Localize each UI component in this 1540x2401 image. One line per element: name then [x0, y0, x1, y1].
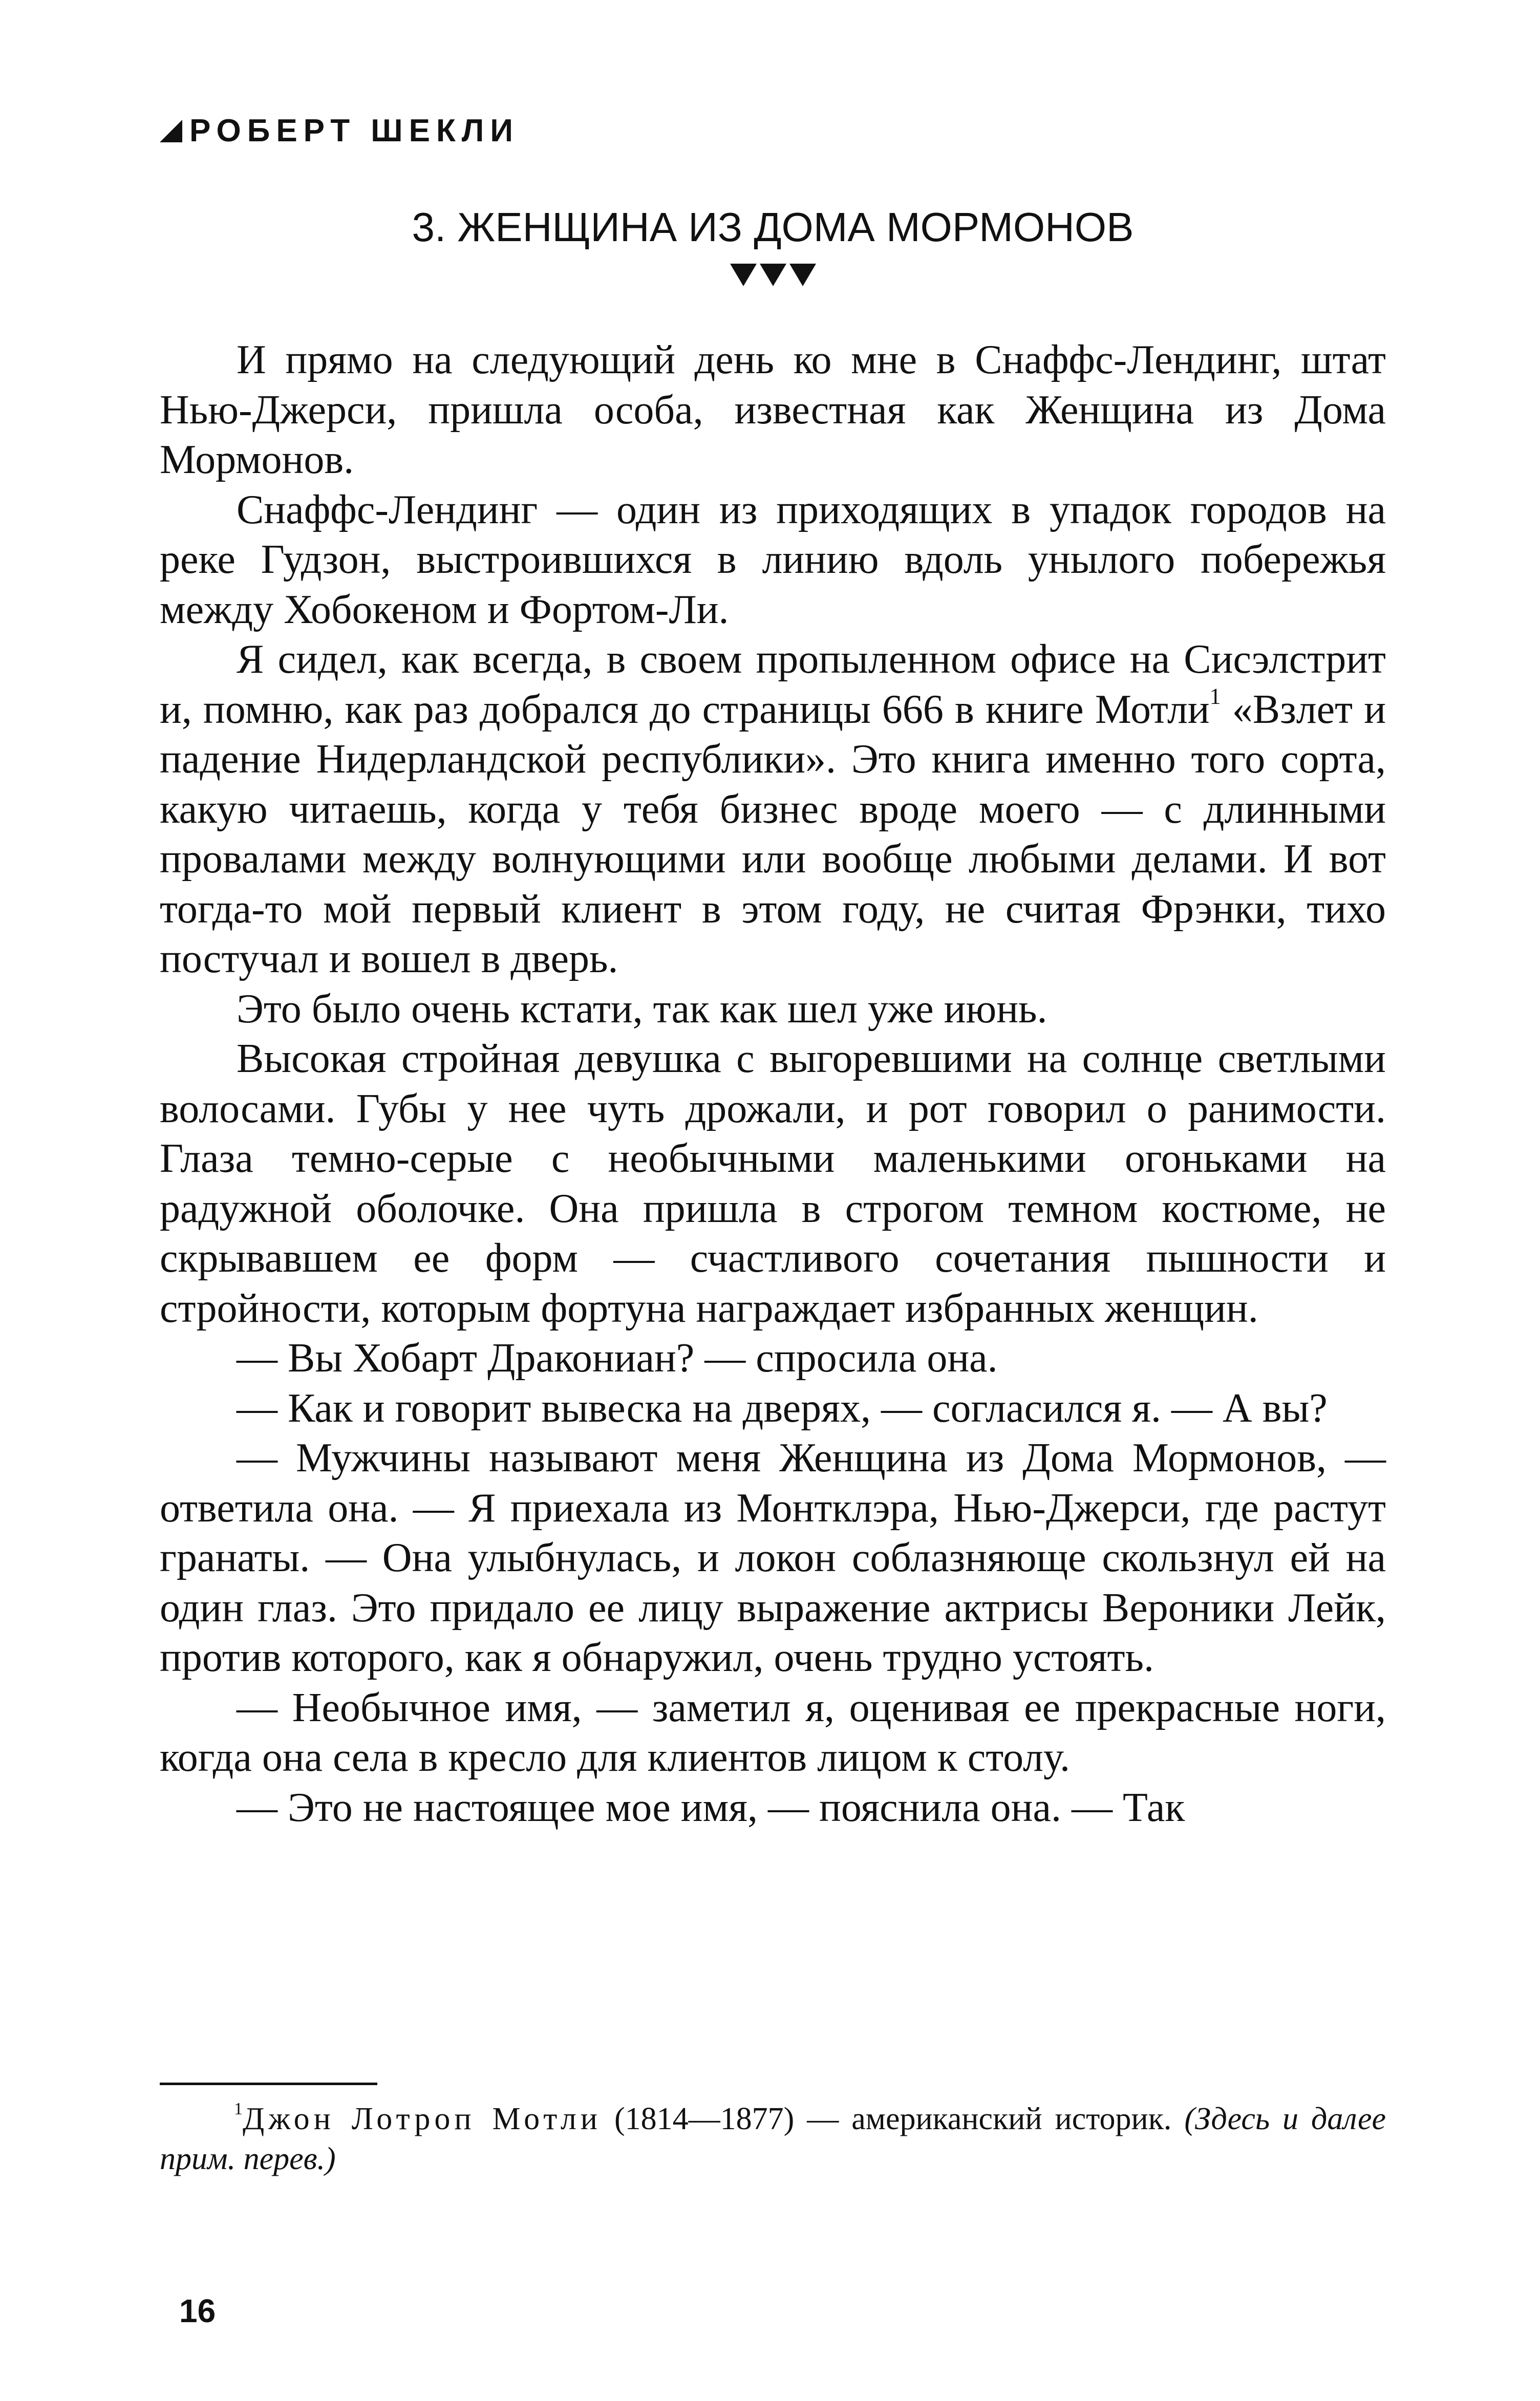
- paragraph: — Это не настоящее мое имя, — пояснила она. — Так: [237, 1785, 1185, 1830]
- body-text: [160, 335, 1386, 1833]
- paragraph: И прямо на следующий день ко мне в Снаффс-Лендинг, штат Нью-Джерси, пришла особа, известная как Женщина из Дома Мормонов.: [160, 337, 1386, 482]
- paragraph: — Необычное имя, — заметил я, оценивая ее прекрасные ноги, когда она села в кресло для клиентов лицом к столу.: [160, 1685, 1386, 1780]
- footnote-ref[interactable]: 1: [1209, 683, 1221, 709]
- paragraph: — Вы Хобарт Дракониан? — спросила она.: [237, 1336, 998, 1381]
- corner-triangle-icon: [160, 120, 182, 142]
- paragraph: — Как и говорит вывеска на дверях, — согласился я. — А вы?: [237, 1385, 1328, 1431]
- running-head: [160, 115, 519, 147]
- paragraph: [160, 635, 1386, 984]
- footnote-marker: 1: [234, 2099, 243, 2119]
- book-author: Мотли: [1095, 687, 1210, 732]
- chapter-title: 3. ЖЕНЩИНА ИЗ ДОМА МОРМОНОВ: [412, 204, 1134, 250]
- footnote: [160, 2099, 1386, 2179]
- three-down-triangles-icon: [160, 264, 1386, 286]
- paragraph: Это было очень кстати, так как шел уже июнь.: [237, 986, 1047, 1032]
- paragraph: Высокая стройная девушка с выгоревшими на солнце светлыми волосами. Губы у нее чуть дрожали, и рот говорил о ранимости. Глаза темно-серые с необычными маленькими огоньками на радужной оболочке. Она пришла в строгом темном костюме, не скрывавшем ее форм — счастливого сочетания пышности и стройности, которым фортуна награждает избранных женщин.: [160, 1036, 1386, 1331]
- paragraph-rest: «Взлет и падение Нидерландской республики». Это книга именно того сорта, какую читаешь, когда у тебя бизнес вроде моего — с длинными провалами между волнующими или вообще любыми делами. И вот тогда-то мой первый клиент в этом году, не считая Фрэнки, тихо постучал и вошел в дверь.: [160, 687, 1386, 981]
- footnote-name: Джон Лотроп Мотли: [243, 2102, 602, 2136]
- footnote-note: (Здесь и далее прим. перев.): [160, 2102, 1386, 2176]
- paragraph: — Мужчины называют меня Женщина из Дома Мормонов, — ответила она. — Я приехала из Монтклэра, Нью-Джерси, где растут гранаты. — Она улыбнулась, и локон соблазняюще скользнул ей на один глаз. Это придало ее лицу выражение актрисы Вероники Лейк, против которого, как я обнаружил, очень трудно устоять.: [160, 1435, 1386, 1680]
- triangle-down-icon: [789, 264, 816, 286]
- triangle-down-icon: [760, 264, 786, 286]
- triangle-down-icon: [730, 264, 757, 286]
- author-name: РОБЕРТ ШЕКЛИ: [189, 113, 519, 148]
- footnote-text: (1814—1877) — американский историк.: [614, 2102, 1172, 2136]
- footnote-divider: [160, 2083, 377, 2085]
- paragraph-intro: Я сидел, как всегда, в своем пропыленном офисе на Сисэлстрит и, помню, как раз добрался до страницы 666 в книге: [160, 637, 1386, 732]
- paragraph: Снаффс-Лендинг — один из приходящих в упадок городов на реке Гудзон, выстроившихся в линию вдоль унылого побережья между Хобокеном и Фортом-Ли.: [160, 487, 1386, 632]
- page-number: 16: [179, 2292, 216, 2329]
